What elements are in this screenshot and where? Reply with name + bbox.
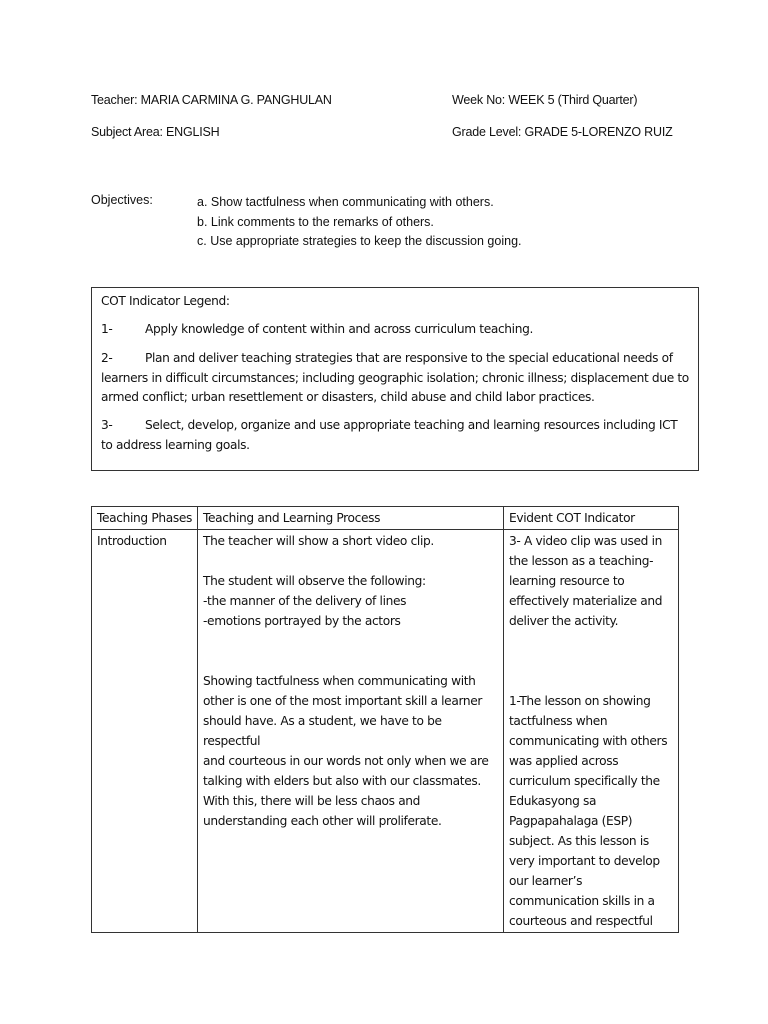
indicator-text-line: 1-The lesson on showing [509, 694, 651, 708]
subject-area: Subject Area: ENGLISH [91, 125, 220, 139]
indicator-text-line: Pagpapahalaga (ESP) [509, 814, 633, 828]
indicator-text-line: 3- A video clip was used in [509, 534, 662, 548]
objective-item: b. Link comments to the remarks of others. [197, 214, 434, 229]
legend-item-3 [101, 416, 691, 455]
process-text-line [203, 651, 498, 671]
legend-item-text: Plan and deliver teaching strategies that are responsive to the special educational needs of learners in difficult circumstances; including geographic isolation; chronic illness; displacement due to armed conflict; urban resettlement or disasters, child abuse and child labor practices. [101, 351, 689, 404]
grade-level: Grade Level: GRADE 5-LORENZO RUIZ [452, 125, 673, 139]
column-header: Teaching Phases [92, 507, 198, 530]
indicator-text-line [509, 631, 673, 651]
process-text-line: understanding each other will proliferate. [203, 814, 442, 828]
indicator-text-line: our learner’s [509, 874, 583, 888]
process-text-line: -emotions portrayed by the actors [203, 614, 401, 628]
process-text-line: and courteous in our words not only when we are [203, 754, 489, 768]
legend-item-number: 2- [101, 351, 113, 365]
cot-indicator-legend [91, 287, 699, 471]
process-text-line: talking with elders but also with our classmates. [203, 774, 481, 788]
indicator-text-line: tactfulness when [509, 714, 608, 728]
indicator-text-line [509, 651, 673, 671]
objective-item: c. Use appropriate strategies to keep the discussion going. [197, 234, 522, 248]
indicator-text-line: curriculum specifically the [509, 774, 660, 788]
process-text-line [203, 631, 498, 651]
learning-process-cell [198, 530, 504, 933]
objectives-label: Objectives: [91, 193, 153, 207]
indicator-text-line: courteous and respectful [509, 914, 653, 928]
process-text-line: other is one of the most important skill a learner [203, 694, 483, 708]
indicator-text-line: very important to develop [509, 854, 660, 868]
legend-item-2 [101, 349, 691, 408]
indicator-text-line: deliver the activity. [509, 614, 619, 628]
indicator-text-line: the lesson as a teaching- [509, 554, 654, 568]
legend-item-number: 3- [101, 418, 113, 432]
indicator-text-line: learning resource to [509, 574, 625, 588]
indicator-text-line: subject. As this lesson is [509, 834, 649, 848]
indicator-text-line [509, 671, 673, 691]
process-text-line: Showing tactfulness when communicating with [203, 674, 476, 688]
week-number: Week No: WEEK 5 (Third Quarter) [452, 93, 638, 107]
cot-indicator-cell [504, 530, 679, 933]
indicator-text-line: communicating with others [509, 734, 668, 748]
teacher-name: Teacher: MARIA CARMINA G. PANGHULAN [91, 93, 332, 107]
objective-item: a. Show tactfulness when communicating with others. [197, 195, 494, 209]
process-text-line: The teacher will show a short video clip. [203, 534, 434, 548]
process-text-line: The student will observe the following: [203, 574, 426, 588]
table-header-row [92, 507, 679, 530]
table-row [92, 530, 679, 933]
legend-item-number: 1- [101, 322, 113, 336]
legend-item-text: Select, develop, organize and use appropriate teaching and learning resources including ICT to address learning goals. [101, 418, 678, 452]
indicator-text-line: effectively materialize and [509, 594, 663, 608]
process-text-line [203, 551, 498, 571]
teaching-phase-cell: Introduction [92, 530, 198, 933]
column-header: Teaching and Learning Process [198, 507, 504, 530]
indicator-text-line: Edukasyong sa [509, 794, 597, 808]
objectives-list [197, 193, 522, 252]
lesson-table [91, 506, 679, 933]
legend-item-text: Apply knowledge of content within and across curriculum teaching. [145, 322, 534, 336]
indicator-text-line: was applied across [509, 754, 619, 768]
legend-title: COT Indicator Legend: [101, 294, 230, 308]
column-header: Evident COT Indicator [504, 507, 679, 530]
process-text-line: -the manner of the delivery of lines [203, 594, 407, 608]
process-text-line: should have. As a student, we have to be respectful [203, 714, 442, 748]
process-text-line: With this, there will be less chaos and [203, 794, 421, 808]
indicator-text-line: communication skills in a [509, 894, 655, 908]
legend-item-1 [101, 320, 691, 340]
